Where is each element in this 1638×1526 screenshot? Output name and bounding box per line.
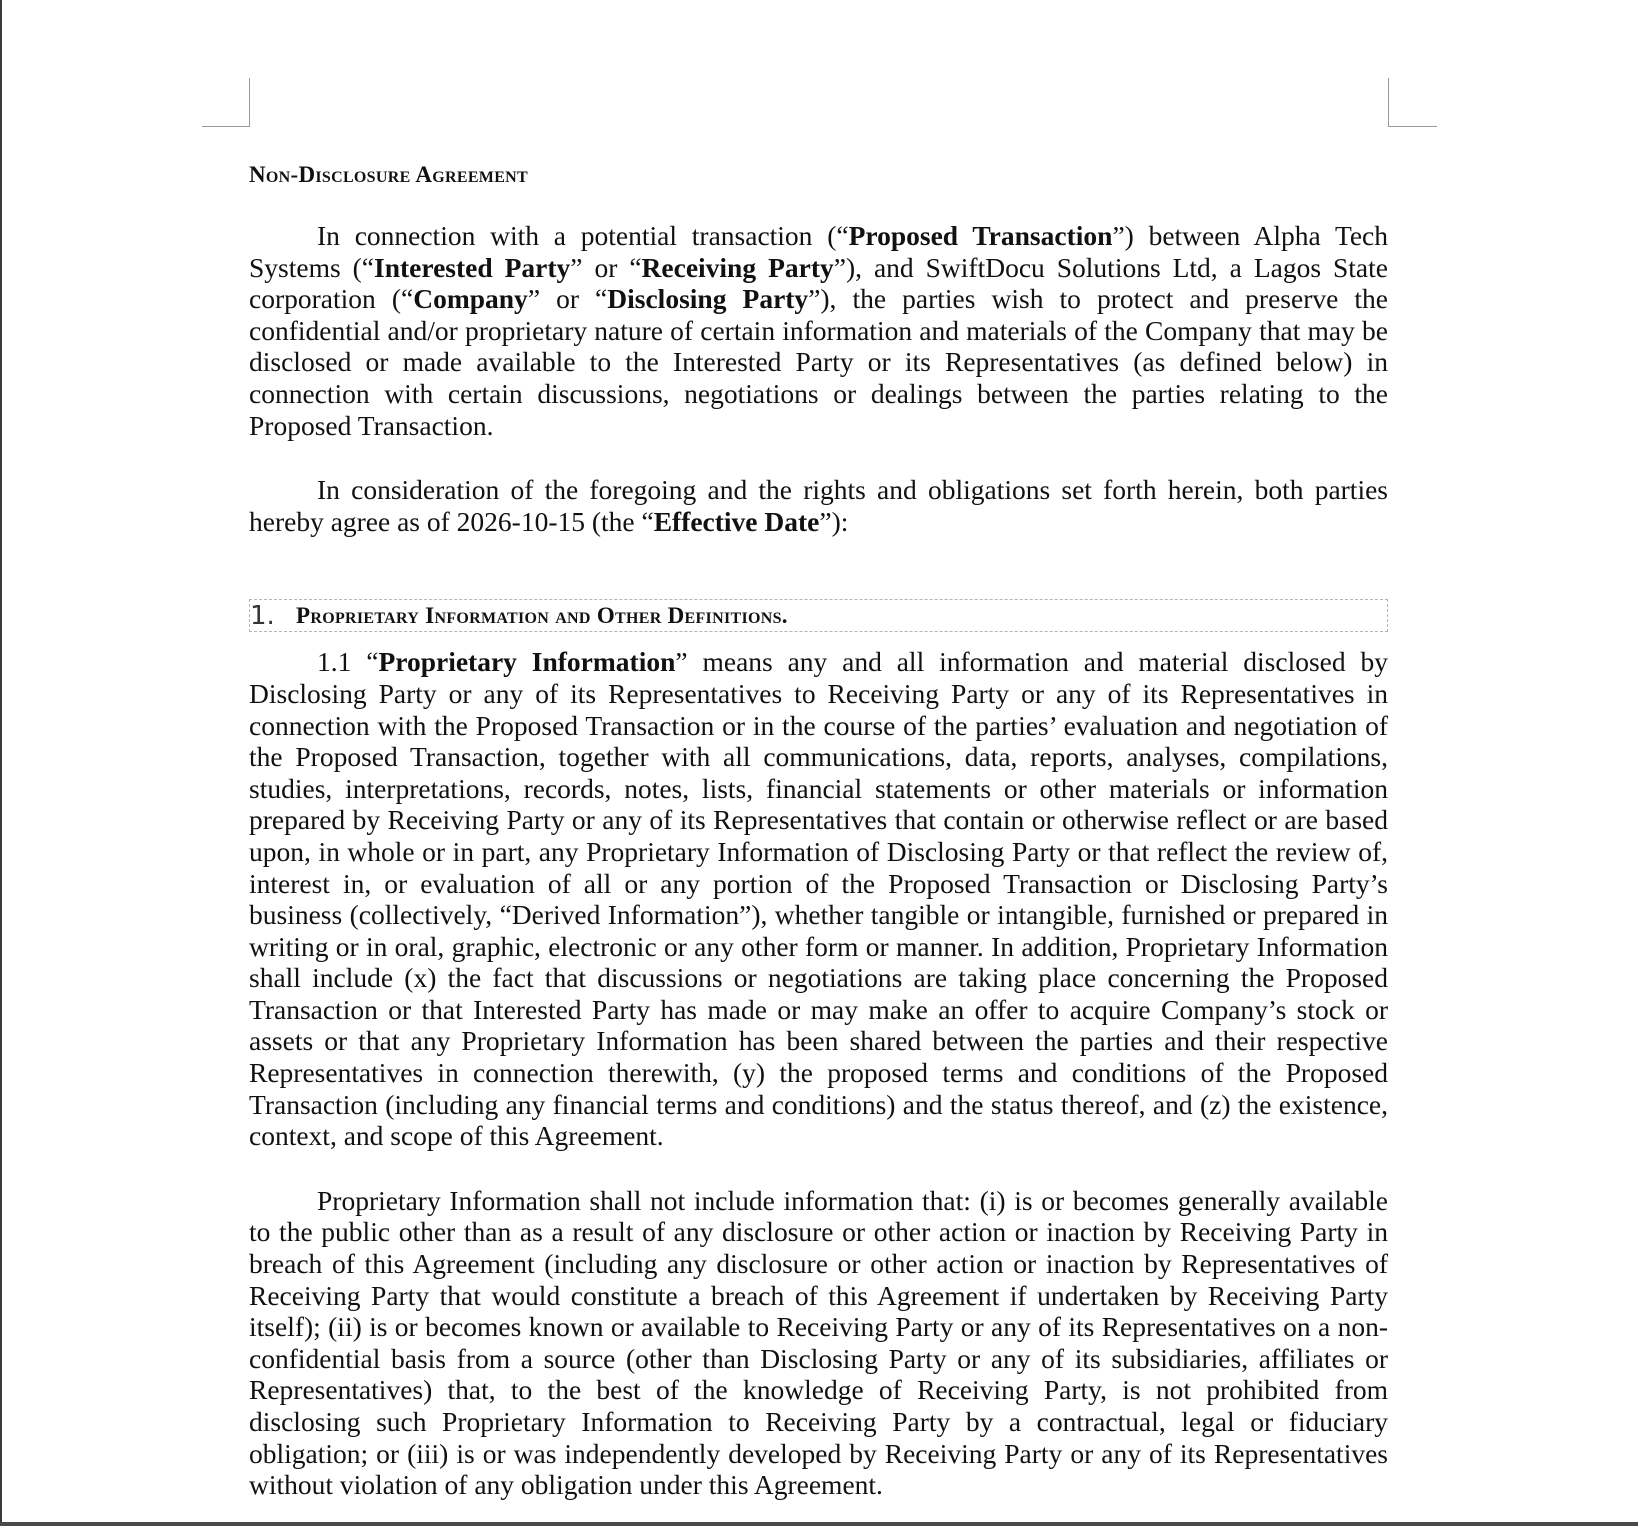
defined-term: Proprietary Information — [378, 646, 676, 678]
defined-term: Interested Party — [374, 251, 571, 283]
crop-mark-top-right — [1388, 78, 1389, 126]
defined-term: Proposed Transaction — [848, 220, 1113, 251]
window-bottom-border — [0, 1522, 1638, 1526]
clause-1-1-paragraph[interactable]: 1.1 “Proprietary Information” means any and all information and material disclosed by Disclosing Party or any of its Representatives to Receiving Party or any of its Representatives in connection with the Proposed Transaction or in the course of the parties’ evaluation and negotiation of the Proposed Transaction, together with all communications, data, reports, analyses, compilations, studies, interpretations, records, notes, lists, financial statements or other materials or information prepared by Receiving Party or any of its Representatives that contain or otherwise reflect or are based upon, in whole or in part, any Proprietary Information of Disclosing Party or that reflect the review of, interest in, or evaluation of all or any portion of the Proposed Transaction or Disclosing Party’s business (collectively, “Derived Information”), whether tangible or intangible, furnished or prepared in writing or in oral, graphic, electronic or any other form or manner. In addition, Proprietary Information shall include (x) the fact that discussions or negotiations are taking place concerning the Proposed Transaction or that Interested Party has made or may make an offer to acquire Company’s stock or assets or that any Proprietary Information has been shared between the parties and their respective Representatives in connection therewith, (y) the proposed terms and conditions of the Proposed Transaction (including any financial terms and conditions) and the status thereof, and (z) the existence, context, and scope of this Agreement. — [249, 646, 1388, 1152]
crop-mark-top-right — [1388, 126, 1437, 127]
document-title: Non-Disclosure Agreement — [249, 162, 528, 187]
defined-term: Company — [413, 283, 528, 315]
section-number: 1. — [250, 601, 275, 632]
window-left-border — [0, 0, 2, 1526]
defined-term: Effective Date — [653, 505, 820, 537]
document-page[interactable] — [249, 160, 1388, 1501]
section-1-heading[interactable] — [249, 599, 1388, 632]
defined-term: Disclosing Party — [607, 283, 809, 315]
crop-mark-top-left — [249, 78, 250, 126]
exclusions-paragraph[interactable]: Proprietary Information shall not include information that: (i) is or becomes generally available to the public other than as a result of any disclosure or other action or inaction by Receiving Party in breach of this Agreement (including any disclosure or other action or inaction by Representatives of Receiving Party that would constitute a breach of this Agreement if undertaken by Receiving Party itself); (ii) is or becomes known or available to Receiving Party or any of its Representatives on a non-confidential basis from a source (other than Disclosing Party or any of its subsidiaries, affiliates or Representatives) that, to the best of the knowledge of Receiving Party, is not prohibited from disclosing such Proprietary Information to Receiving Party by a contractual, legal or fiduciary obligation; or (iii) is or was independently developed by Receiving Party or any of its Representatives without violation of any obligation under this Agreement. — [249, 1184, 1388, 1501]
consideration-paragraph[interactable]: In consideration of the foregoing and the rights and obligations set forth herein, both parties hereby agree as of 2026-10-15 (the “Effective Date”): — [249, 474, 1388, 537]
crop-mark-top-left — [202, 126, 250, 127]
defined-term: Receiving Party — [641, 251, 834, 283]
intro-paragraph[interactable]: In connection with a potential transaction (“Proposed Transaction”) between Alpha Tech Systems (“Interested Party” or “Receiving Party”), and SwiftDocu Solutions Ltd, a Lagos State corporation (“Company” or “Disclosing Party”), the parties wish to protect and preserve the confidential and/or proprietary nature of certain information and materials of the Company that may be disclosed or made available to the Interested Party or its Representatives (as defined below) in connection with certain discussions, negotiations or dealings between the parties relating to the Proposed Transaction. — [249, 220, 1388, 441]
section-heading-text: Proprietary Information and Other Definitions. — [296, 603, 788, 629]
